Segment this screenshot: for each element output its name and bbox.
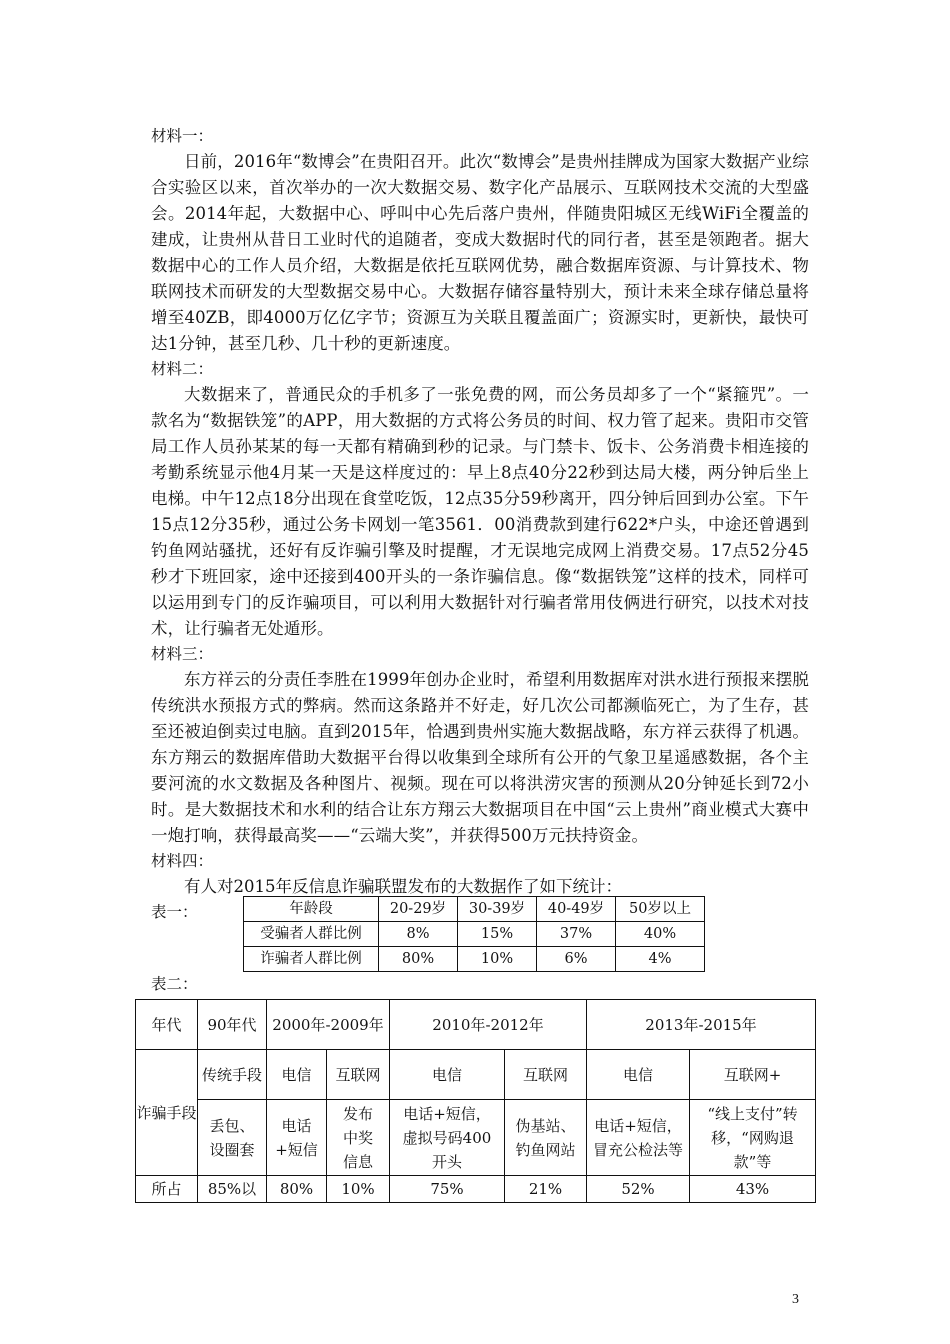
table-row [244,947,705,972]
table-1-label: 表一： [151,903,198,921]
material-2-heading: 材料二： [151,360,214,378]
document-body [151,124,809,925]
table-cell: 诈骗者人群比例 [244,947,379,972]
table-cell: 受骗者人群比例 [244,922,379,947]
table-cell: 10% [327,1176,390,1203]
material-2-paragraph: 大数据来了，普通民众的手机多了一张免费的网，而公务员却多了一个“紧箍咒”。一款名为“数据铁笼”的APP，用大数据的方式将公务员的时间、权力管了起来。贵阳市交管局工作人员孙某某的每一天都有精确到秒的记录。与门禁卡、饭卡、公务消费卡相连接的考勤系统显示他4月某一天是这样度过的：早上8点40分22秒到达局大楼，两分钟后坐上电梯。中午12点18分出现在食堂吃饭，12点35分59秒离开，四分钟后回到办公室。下午15点12分35秒，通过公务卡网划一笔3561．00消费款到建行622*户头，中途还曾遇到钓鱼网站骚扰，还好有反诈骗引擎及时提醒，才无误地完成网上消费交易。17点52分45秒才下班回家，途中还接到400开头的一条诈骗信息。像“数据铁笼”这样的技术，同样可以运用到专门的反诈骗项目，可以利用大数据针对行骗者常用伎俩进行研究，以技术对技术，让行骗者无处遁形。 [151,385,809,638]
table-cell: 52% [587,1176,690,1203]
table-cell: 8% [379,922,458,947]
table-cell: 40-49岁 [537,897,616,922]
table-cell: 年龄段 [244,897,379,922]
table-cell: 30-39岁 [458,897,537,922]
table-cell: 发布中奖信息 [327,1100,390,1176]
material-3-heading: 材料三： [151,645,214,663]
table-cell: 6% [537,947,616,972]
table-cell: 电话+短信 [267,1100,327,1176]
table-1 [243,896,705,972]
table-cell: 21% [505,1176,587,1203]
table-row [136,1176,816,1203]
table-2 [135,999,816,1203]
table-cell: 传统手段 [198,1050,267,1100]
table-cell: 90年代 [198,1000,267,1050]
table-row [136,1000,816,1050]
table-cell: 85%以 [198,1176,267,1203]
table-cell: 4% [616,947,705,972]
table-cell: 年代 [136,1000,198,1050]
table-cell: 37% [537,922,616,947]
table-cell: 10% [458,947,537,972]
table-cell: 50岁以上 [616,897,705,922]
table-cell: 75% [390,1176,505,1203]
material-1-paragraph: 日前，2016年“数博会”在贵阳召开。此次“数博会”是贵州挂牌成为国家大数据产业综合实验区以来，首次举办的一次大数据交易、数字化产品展示、互联网技术交流的大型盛会。2014年起，大数据中心、呼叫中心先后落户贵州，伴随贵阳城区无线WiFi全覆盖的建成，让贵州从昔日工业时代的追随者，变成大数据时代的同行者，甚至是领跑者。据大数据中心的工作人员介绍，大数据是依托互联网优势，融合数据库资源、与计算技术、物联网技术而研发的大型数据交易中心。大数据存储容量特别大，预计未来全球存储总量将增至40ZB，即4000万亿亿字节；资源互为关联且覆盖面广；资源实时，更新快，最快可达1分钟，甚至几秒、几十秒的更新速度。 [151,152,809,353]
table-cell: 电信 [587,1050,690,1100]
table-cell: 20-29岁 [379,897,458,922]
material-4-lead: 有人对2015年反信息诈骗联盟发布的大数据作了如下统计： [184,877,622,896]
table-cell: 丢包、设圈套 [198,1100,267,1176]
table-cell: 2000年-2009年 [267,1000,390,1050]
table-row [244,897,705,922]
table-cell: 伪基站、钓鱼网站 [505,1100,587,1176]
table-cell: 电信 [390,1050,505,1100]
table-row [136,1050,816,1100]
material-3-paragraph: 东方祥云的分责任李胜在1999年创办企业时，希望利用数据库对洪水进行预报来摆脱传统洪水预报方式的弊病。然而这条路并不好走，好几次公司都濒临死亡，为了生存，甚至还被迫倒卖过电脑。直到2015年，恰遇到贵州实施大数据战略，东方祥云获得了机遇。东方翔云的数据库借助大数据平台得以收集到全球所有公开的气象卫星遥感数据，各个主要河流的水文数据及各种图片、视频。现在可以将洪涝灾害的预测从20分钟延长到72小时。是大数据技术和水利的结合让东方翔云大数据项目在中国“云上贵州”商业模式大赛中一炮打响，获得最高奖——“云端大奖”，并获得500万元扶持资金。 [151,670,809,845]
table-cell: 互联网+ [690,1050,816,1100]
table-cell: 40% [616,922,705,947]
table-cell: 诈骗手段 [136,1050,198,1176]
table-cell: 互联网 [327,1050,390,1100]
table-cell: 2013年-2015年 [587,1000,816,1050]
table-cell: “线上支付”转移，“网购退款”等 [690,1100,816,1176]
table-cell: 电话+短信，冒充公检法等 [587,1100,690,1176]
table-cell: 电信 [267,1050,327,1100]
table-cell: 15% [458,922,537,947]
table-cell: 所占 [136,1176,198,1203]
table-cell: 互联网 [505,1050,587,1100]
table-cell: 43% [690,1176,816,1203]
material-4-heading: 材料四： [151,852,214,870]
page-number: 3 [792,1292,799,1307]
table-cell: 80% [267,1176,327,1203]
table-2-label: 表二： [151,975,198,993]
table-row [136,1100,816,1176]
material-1-heading: 材料一： [151,127,214,145]
table-row [244,922,705,947]
table-cell: 80% [379,947,458,972]
table-cell: 2010年-2012年 [390,1000,587,1050]
table-cell: 电话+短信，虚拟号码400开头 [390,1100,505,1176]
